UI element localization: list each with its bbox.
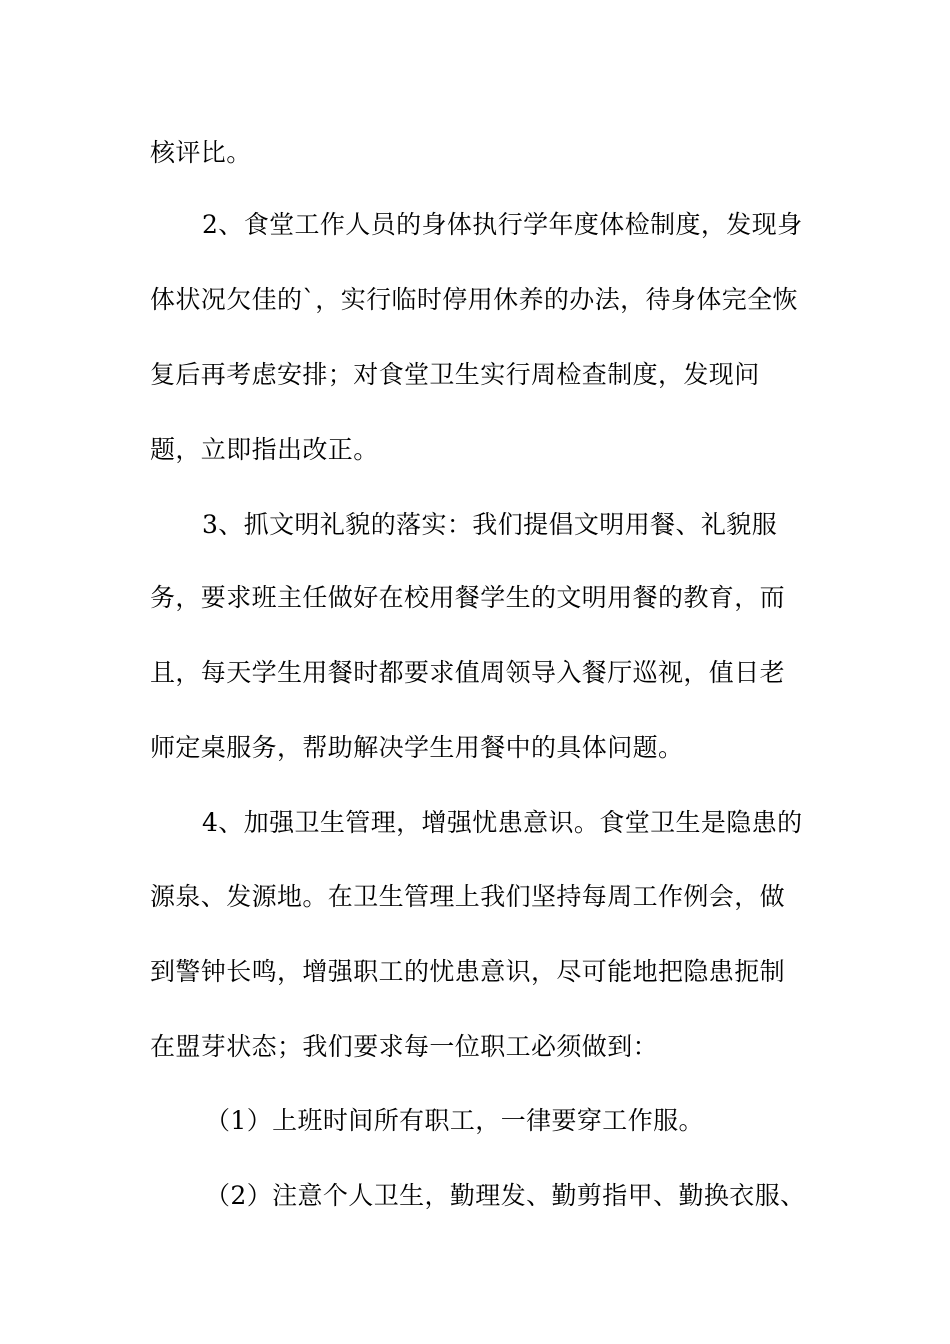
- text-line-12: 到警钟长鸣，增强职工的忧患意识，尽可能地把隐患扼制: [150, 957, 786, 986]
- text-line-10: 4、加强卫生管理，增强忧患意识。食堂卫生是隐患的: [202, 808, 803, 837]
- text-line-2: 2、食堂工作人员的身体执行学年度体检制度，发现身: [202, 210, 803, 239]
- text-line-14: （1）上班时间所有职工，一律要穿工作服。: [205, 1106, 704, 1135]
- text-line-5: 题，立即指出改正。: [150, 435, 379, 464]
- text-line-6: 3、抓文明礼貌的落实：我们提倡文明用餐、礼貌服: [202, 510, 778, 539]
- text-line-15: （2）注意个人卫生，勤理发、勤剪指甲、勤换衣服、: [205, 1181, 806, 1210]
- text-line-3: 体状况欠佳的`，实行临时停用休养的办法，待身体完全恢: [150, 285, 798, 314]
- text-line-13: 在盟芽状态；我们要求每一位职工必须做到：: [150, 1032, 659, 1061]
- text-line-11: 源泉、发源地。在卫生管理上我们坚持每周工作例会，做: [150, 882, 786, 911]
- text-line-1: 核评比。: [150, 138, 252, 167]
- text-line-4: 复后再考虑安排；对食堂卫生实行周检查制度，发现问: [150, 360, 760, 389]
- text-line-8: 且，每天学生用餐时都要求值周领导入餐厅巡视，值日老: [150, 658, 786, 687]
- text-line-7: 务，要求班主任做好在校用餐学生的文明用餐的教育，而: [150, 583, 786, 612]
- text-line-9: 师定桌服务，帮助解决学生用餐中的具体问题。: [150, 733, 684, 762]
